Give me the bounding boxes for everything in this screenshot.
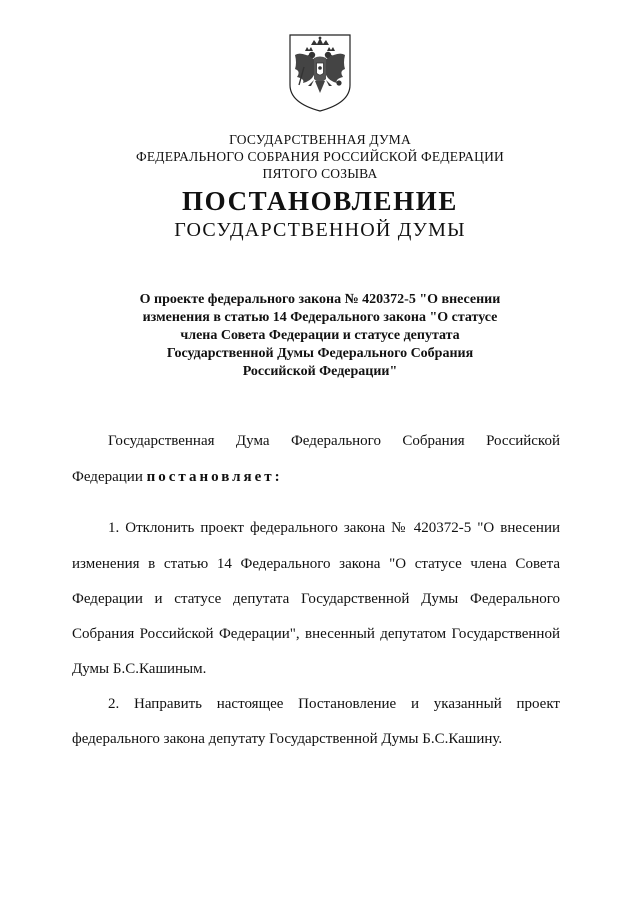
document-subject xyxy=(110,291,530,381)
item-1-line: Думы Б.С.Кашиным. xyxy=(72,661,207,677)
coat-of-arms-icon xyxy=(287,33,353,113)
preamble-decree-line xyxy=(72,469,560,486)
preamble-line: Государственная Дума Федерального Собрания Российской xyxy=(108,433,560,449)
header-line-2: ФЕДЕРАЛЬНОГО СОБРАНИЯ РОССИЙСКОЙ ФЕДЕРАЦИИ xyxy=(136,149,504,164)
item-2-line: федерального закона депутату Государственной Думы Б.С.Кашину. xyxy=(72,731,503,747)
header-line-1: ГОСУДАРСТВЕННАЯ ДУМА xyxy=(229,132,411,147)
item-1-line: Собрания Российской Федерации", внесенный депутатом Государственной xyxy=(72,626,560,642)
subject-line: Государственной Думы Федерального Собрания xyxy=(166,346,474,361)
subject-line: изменения в статью 14 Федерального закона "О статусе xyxy=(142,310,498,325)
preamble-start: Федерации xyxy=(72,469,143,485)
decree-word: постановляет: xyxy=(146,469,283,485)
item-1-line: 1. Отклонить проект федерального закона № 420372-5 "О внесении xyxy=(108,520,560,536)
header-line-3: ПЯТОГО СОЗЫВА xyxy=(262,166,378,181)
item-1-line: изменения в статью 14 Федерального закона "О статусе члена Совета xyxy=(72,556,560,572)
item-2-line: 2. Направить настоящее Постановление и указанный проект xyxy=(108,696,560,712)
item-1-line: Федерации и статусе депутата Государственной Думы Федерального xyxy=(72,591,560,607)
subject-line: О проекте федерального закона № 420372-5 "О внесении xyxy=(139,292,501,307)
document-title: ПОСТАНОВЛЕНИЕ xyxy=(182,186,458,216)
subject-line: члена Совета Федерации и статусе депутата xyxy=(180,328,460,343)
subject-line: Российской Федерации" xyxy=(242,364,398,379)
document-subtitle: ГОСУДАРСТВЕННОЙ ДУМЫ xyxy=(174,219,466,241)
